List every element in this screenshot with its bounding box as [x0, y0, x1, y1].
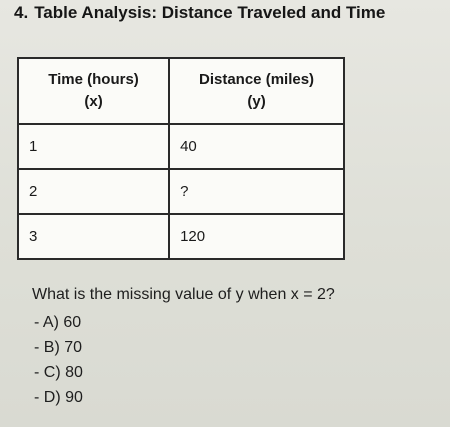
table-row	[18, 214, 344, 259]
header-distance	[169, 58, 344, 124]
distance-cell: 40	[169, 124, 344, 169]
header-time-variable: (x)	[84, 93, 103, 110]
question-block	[32, 286, 335, 410]
header-distance-label: Distance (miles)	[199, 71, 315, 88]
question-title	[14, 3, 385, 23]
time-cell: 1	[18, 124, 169, 169]
distance-time-table	[17, 57, 345, 260]
table-row	[18, 169, 344, 214]
answer-option-c[interactable]: - C) 80	[34, 364, 83, 381]
table-header-row	[18, 58, 344, 124]
distance-cell-missing: ?	[169, 169, 344, 214]
question-number: 4.	[14, 3, 29, 22]
header-time-label: Time (hours)	[48, 71, 139, 88]
answer-option-a[interactable]: - A) 60	[34, 314, 82, 331]
time-cell: 2	[18, 169, 169, 214]
header-time	[18, 58, 169, 124]
header-distance-variable: (y)	[247, 93, 266, 110]
time-cell: 3	[18, 214, 169, 259]
question-text: What is the missing value of y when x = 2?	[32, 286, 335, 303]
table-row	[18, 124, 344, 169]
distance-cell: 120	[169, 214, 344, 259]
answer-option-b[interactable]: - B) 70	[34, 339, 83, 356]
question-title-text: Table Analysis: Distance Traveled and Time	[34, 3, 386, 22]
answer-option-d[interactable]: - D) 90	[34, 389, 83, 406]
